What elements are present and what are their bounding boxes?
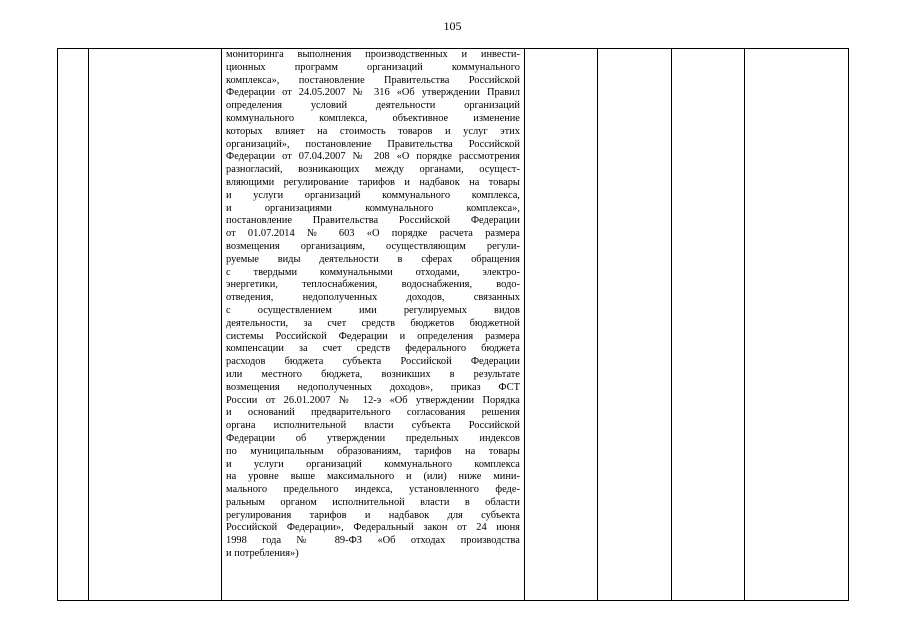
text-line: деятельности, за счет средств бюджетов бюджетной xyxy=(226,317,520,329)
text-line: разногласий, возникающих между органами, осущест- xyxy=(226,164,520,176)
text-line: и услуги организаций коммунального комплекса, xyxy=(226,189,520,201)
text-line: или местного бюджета, возникших в результате xyxy=(226,368,520,380)
table-cell-legal-basis xyxy=(222,49,525,601)
text-line: с твердыми коммунальными отходами, электро- xyxy=(226,266,520,278)
legal-basis-text xyxy=(222,49,524,561)
text-line: коммунального комплекса, объективное изменение xyxy=(226,112,520,124)
text-line: руемые виды деятельности в сферах обращения xyxy=(226,253,520,265)
text-line: расходов бюджета субъекта Российской Федерации xyxy=(226,356,520,368)
text-line: возмещения недополученных доходов», приказ ФСТ xyxy=(226,381,520,393)
text-line: Федерации об утверждении предельных индексов xyxy=(226,432,520,444)
text-line: с осуществлением ими регулируемых видов xyxy=(226,304,520,316)
text-line: ральным органом исполнительной власти в области xyxy=(226,496,520,508)
table-cell-empty xyxy=(598,49,671,601)
table-cell-empty xyxy=(671,49,744,601)
text-line: постановление Правительства Российской Федерации xyxy=(226,215,520,227)
text-line: отведения, недополученных доходов, связанных xyxy=(226,292,520,304)
text-line: России от 26.01.2007 № 12-э «Об утверждении Порядка xyxy=(226,394,520,406)
text-line: мального предельного индекса, установленного феде- xyxy=(226,484,520,496)
document-table xyxy=(57,48,849,601)
table-cell-empty xyxy=(745,49,849,601)
text-line: организаций», постановление Правительства Российской xyxy=(226,138,520,150)
text-line: системы Российской Федерации и определения размера xyxy=(226,330,520,342)
text-line: определения условий деятельности организаций xyxy=(226,100,520,112)
text-line: и услуги организаций коммунального комплекса xyxy=(226,458,520,470)
text-line: которых влияет на стоимость товаров и услуг этих xyxy=(226,125,520,137)
text-line: 1998 года № 89-ФЗ «Об отходах производства xyxy=(226,535,520,547)
text-line: на уровне выше максимального и (или) ниже мини- xyxy=(226,471,520,483)
text-line: комплекса», постановление Правительства Российской xyxy=(226,74,520,86)
text-line: энергетики, теплоснабжения, водоснабжения, водо- xyxy=(226,279,520,291)
text-line: компенсации за счет средств федерального бюджета xyxy=(226,343,520,355)
text-line: и оснований предварительного согласования решения xyxy=(226,407,520,419)
text-line: мониторинга выполнения производственных и инвести- xyxy=(226,49,520,60)
text-line: Федерации от 24.05.2007 № 316 «Об утверждении Правил xyxy=(226,87,520,99)
text-line: ционных программ организаций коммунального xyxy=(226,61,520,73)
table-cell-empty xyxy=(524,49,597,601)
text-line: вляющими регулирование тарифов и надбавок на товары xyxy=(226,176,520,188)
table-cell-number xyxy=(58,49,89,601)
text-line: органа исполнительной власти субъекта Российской xyxy=(226,420,520,432)
text-line: и потребления») xyxy=(226,548,299,560)
table-cell-name xyxy=(89,49,222,601)
page-number: 105 xyxy=(443,19,462,33)
text-line: от 01.07.2014 № 603 «О порядке расчета размера xyxy=(226,228,520,240)
text-line: по муниципальным образованиям, тарифов на товары xyxy=(226,445,520,457)
text-line: Российской Федерации», Федеральный закон от 24 июня xyxy=(226,522,520,534)
table-row xyxy=(58,49,849,601)
text-line: и организациями коммунального комплекса», xyxy=(226,202,520,214)
text-line: регулирования тарифов и надбавок для субъекта xyxy=(226,509,520,521)
text-line: возмещения организациям, осуществляющим регули- xyxy=(226,240,520,252)
text-line: Федерации от 07.04.2007 № 208 «О порядке рассмотрения xyxy=(226,151,520,163)
